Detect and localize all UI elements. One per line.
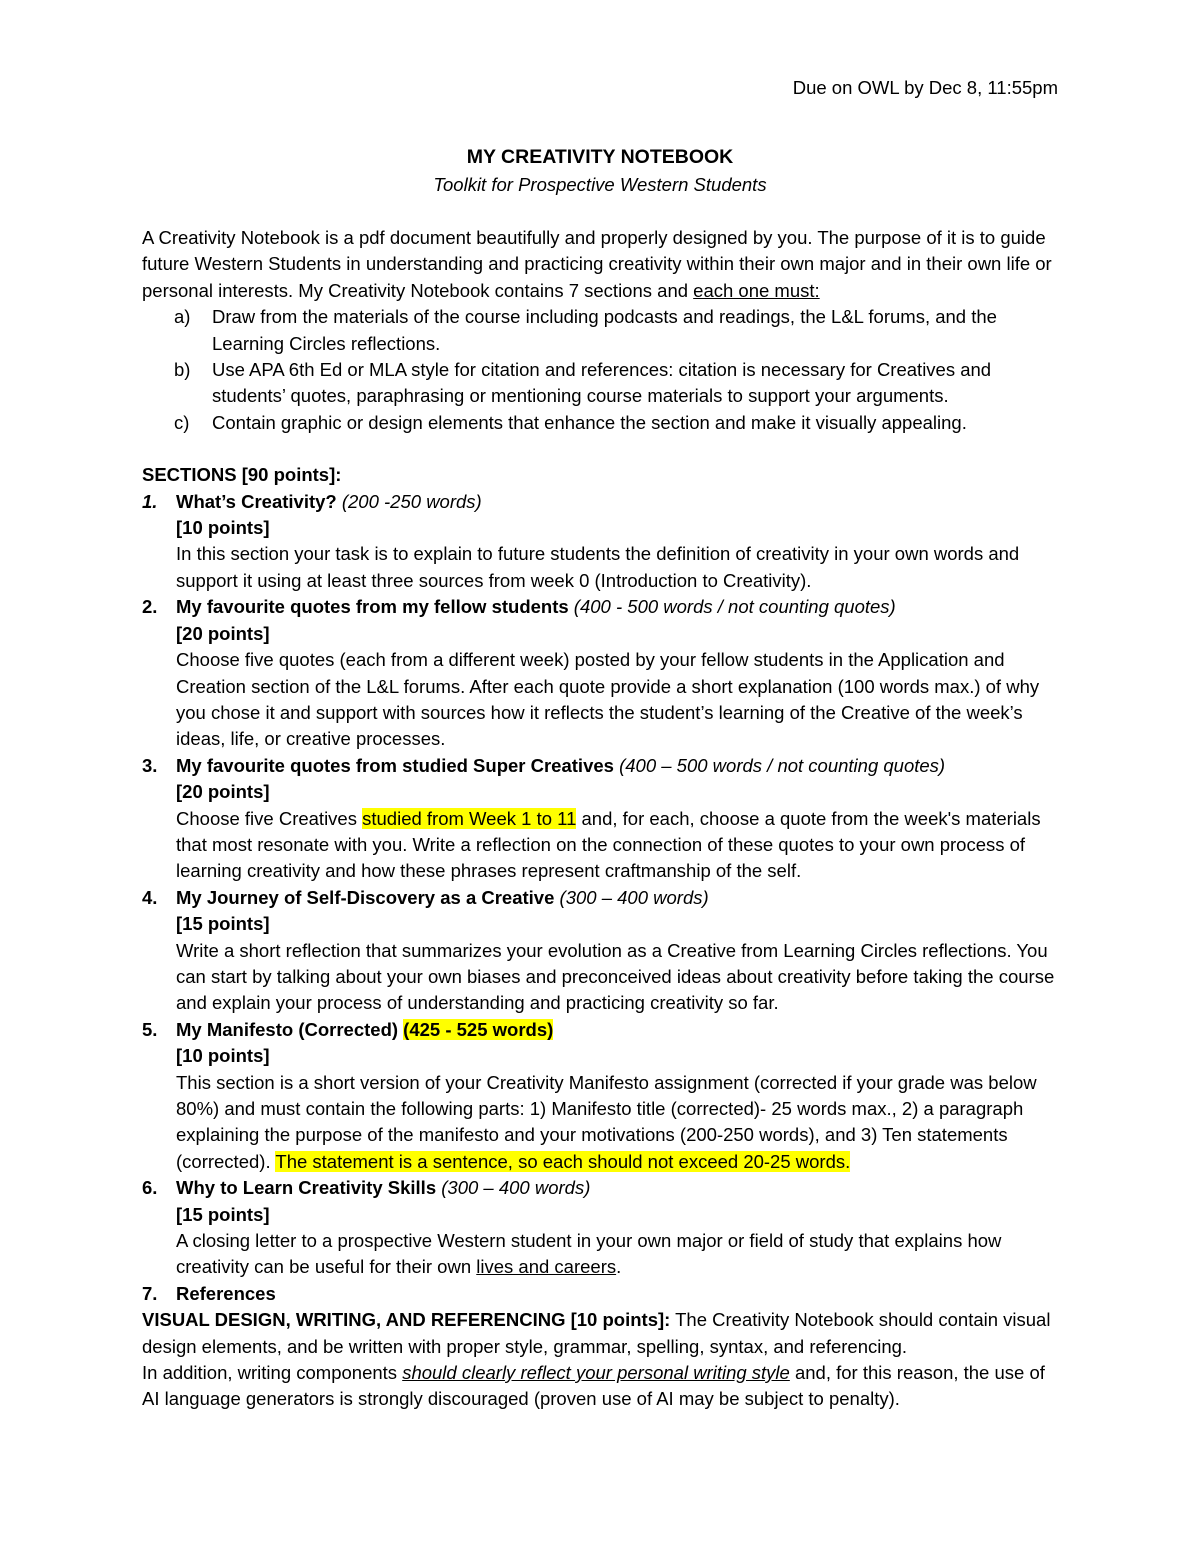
section-description: Choose five Creatives studied from Week 1 to 11 and, for each, choose a quote from the week's materials that most resonate with you. Write a reflection on the connection of these quotes to your own process of learning creativity and how these phrases represent craftmanship of the self.	[176, 807, 1041, 882]
underlined-text: should clearly reflect your personal writing style	[402, 1362, 790, 1384]
document-body	[142, 225, 1062, 1413]
section-points: [15 points]	[176, 1203, 270, 1225]
section-description: In this section your task is to explain to future students the definition of creativity in your own words and support it using at least three sources from week 0 (Introduction to Creativity).	[176, 543, 1020, 591]
section-word-count: (300 – 400 words)	[554, 886, 709, 908]
section-points: [10 points]	[176, 517, 270, 539]
section-points: [10 points]	[176, 1045, 270, 1067]
section-word-count: (400 - 500 words / not counting quotes)	[568, 596, 896, 618]
section-number: 2.	[142, 596, 158, 618]
sections-list	[142, 489, 1062, 1308]
underlined-text: lives and careers	[476, 1256, 617, 1278]
section-number: 1.	[142, 490, 158, 512]
section-title: References	[176, 1282, 276, 1304]
section-points: [20 points]	[176, 781, 270, 803]
requirement-item	[142, 304, 1062, 357]
section-item	[142, 885, 1062, 1017]
ai-policy-paragraph: In addition, writing components should clearly reflect your personal writing style and, for this reason, the use of AI language generators is strongly discouraged (proven use of AI may be subject to penalty).	[142, 1362, 1045, 1410]
highlighted-text: The statement is a sentence, so each should not exceed 20-25 words.	[275, 1150, 851, 1172]
section-number: 6.	[142, 1177, 158, 1199]
section-title: My Manifesto (Corrected)	[176, 1018, 399, 1040]
requirement-item	[142, 410, 1062, 436]
section-item	[142, 1175, 1062, 1281]
requirement-marker: c)	[174, 411, 190, 433]
intro-paragraph	[142, 225, 1062, 304]
section-item	[142, 1017, 1062, 1175]
section-points: [15 points]	[176, 913, 270, 935]
requirement-marker: a)	[174, 306, 191, 328]
requirements-list	[142, 304, 1062, 436]
intro-text: A Creativity Notebook is a pdf document beautifully and properly designed by you. The purpose of it is to guide future Western Students in understanding and practicing creativity within their own major and in their own life or personal interests. My Creativity Notebook contains 7 sections and	[142, 227, 1052, 301]
section-number: 5.	[142, 1018, 158, 1040]
requirement-text: Contain graphic or design elements that enhance the section and make it visually appealing.	[212, 411, 967, 433]
section-title: Why to Learn Creativity Skills	[176, 1177, 437, 1199]
page-title: MY CREATIVITY NOTEBOOK	[466, 146, 734, 168]
section-word-count: (200 -250 words)	[336, 490, 482, 512]
section-number: 4.	[142, 886, 158, 908]
section-word-count: (400 – 500 words / not counting quotes)	[613, 754, 946, 776]
section-number: 3.	[142, 754, 158, 776]
requirement-text: Use APA 6th Ed or MLA style for citation and references: citation is necessary for Creatives and students’ quotes, paraphrasing or mentioning course materials to support your arguments.	[212, 359, 992, 407]
due-date: Due on OWL by Dec 8, 11:55pm	[792, 77, 1058, 98]
section-number: 7.	[142, 1282, 158, 1304]
section-word-count: (300 – 400 words)	[436, 1177, 591, 1199]
section-description: This section is a short version of your Creativity Manifesto assignment (corrected if your grade was below 80%) and must contain the following parts: 1) Manifesto title (corrected)- 25 words max., 2) a paragraph explaining the purpose of the manifesto and your motivations (200-250 words), and 3) Ten statements (corrected). The statement is a sentence, so each should not exceed 20-25 words.	[176, 1071, 1037, 1172]
intro-underlined: each one must:	[693, 279, 820, 301]
visual-design-paragraph: VISUAL DESIGN, WRITING, AND REFERENCING [10 points]: The Creativity Notebook should contain visual design elements, and be written with proper style, grammar, spelling, syntax, and referencing.	[142, 1309, 1051, 1357]
section-description: A closing letter to a prospective Western student in your own major or field of study that explains how creativity can be useful for their own lives and careers.	[176, 1230, 1002, 1278]
page-subtitle: Toolkit for Prospective Western Students	[433, 174, 767, 195]
highlighted-text: studied from Week 1 to 11	[362, 807, 577, 829]
section-description: Choose five quotes (each from a different week) posted by your fellow students in the Application and Creation section of the L&L forums. After each quote provide a short explanation (100 words max.) of why you chose it and support with sources how it reflects the student’s learning of the Creative of the week’s ideas, life, or creative processes.	[176, 649, 1040, 750]
section-description: Write a short reflection that summarizes your evolution as a Creative from Learning Circles reflections. You can start by talking about your own biases and preconceived ideas about creativity before taking the course and explain your process of understanding and practicing creativity so far.	[176, 939, 1055, 1014]
section-item	[142, 594, 1062, 752]
requirement-text: Draw from the materials of the course including podcasts and readings, the L&L forums, and the Learning Circles reflections.	[212, 306, 997, 354]
requirement-item	[142, 357, 1062, 410]
section-item	[142, 1281, 1062, 1307]
section-item	[142, 489, 1062, 595]
section-title: My favourite quotes from my fellow students	[176, 596, 569, 618]
section-title: My favourite quotes from studied Super Creatives	[176, 754, 614, 776]
section-item	[142, 753, 1062, 885]
section-word-count: (425 - 525 words)	[403, 1018, 554, 1040]
requirement-marker: b)	[174, 359, 191, 381]
section-title: My Journey of Self-Discovery as a Creative	[176, 886, 555, 908]
sections-heading: SECTIONS [90 points]:	[142, 464, 342, 486]
section-title: What’s Creativity?	[176, 490, 337, 512]
visual-design-heading: VISUAL DESIGN, WRITING, AND REFERENCING [10 points]:	[142, 1309, 671, 1331]
section-points: [20 points]	[176, 622, 270, 644]
